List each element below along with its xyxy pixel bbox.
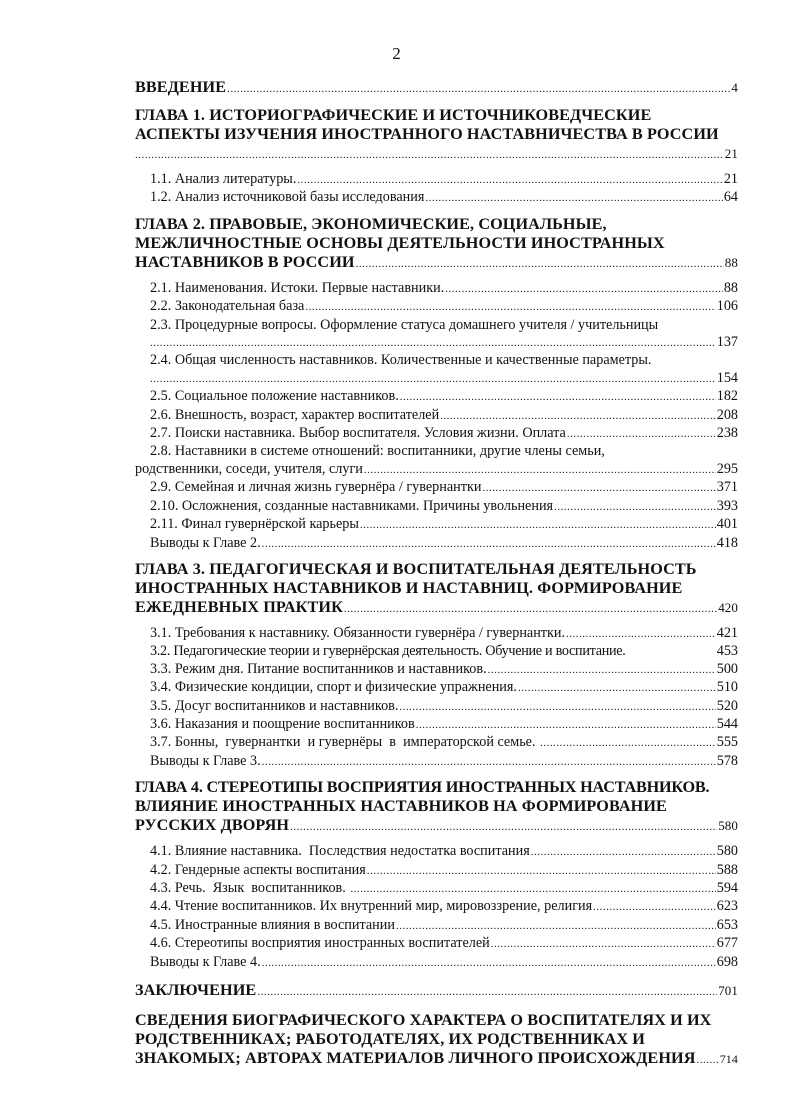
section-title: 2.3. Процедурные вопросы. Оформление статуса домашнего учителя / учительницы xyxy=(150,316,659,333)
dot-leader xyxy=(697,1051,719,1070)
toc-section-4-2[interactable] xyxy=(135,862,738,880)
dot-leader xyxy=(290,818,717,837)
toc-section-2-3[interactable] xyxy=(135,317,738,353)
dot-leader xyxy=(297,172,722,189)
dot-leader xyxy=(416,717,716,734)
toc-section-3-4[interactable] xyxy=(135,679,738,697)
page-ref: 238 xyxy=(716,425,738,442)
section-title: Выводы к Главе 4. xyxy=(150,953,261,970)
toc-conclusions-3[interactable] xyxy=(135,753,738,771)
toc-section-4-1[interactable] xyxy=(135,843,738,861)
dot-leader xyxy=(364,462,716,479)
dot-leader xyxy=(356,255,724,274)
dot-leader xyxy=(227,80,730,99)
page-ref: 544 xyxy=(716,715,738,732)
section-title: 2.5. Социальное положение наставников. xyxy=(150,388,399,405)
toc-section-2-8[interactable] xyxy=(135,443,738,479)
page-ref: 421 xyxy=(716,624,738,641)
page-ref: 21 xyxy=(724,146,738,161)
section-title: 3.2. Педагогические теории и гувернёрская деятельность. Обучение и воспитание. xyxy=(150,643,626,660)
page-ref: 88 xyxy=(723,279,738,296)
dot-leader xyxy=(367,863,716,880)
page-ref: 714 xyxy=(719,1052,738,1066)
section-title: 1.2. Анализ источниковой базы исследования xyxy=(150,189,425,206)
section-title: 4.4. Чтение воспитанников. Их внутренний мир, мировоззрение, религия xyxy=(150,898,593,915)
section-title: 2.6. Внешность, возраст, характер воспитателей xyxy=(150,406,440,423)
dot-leader xyxy=(566,626,716,643)
dot-leader xyxy=(400,389,716,406)
section-title: 1.1. Анализ литературы. xyxy=(150,171,297,187)
toc-section-2-9[interactable] xyxy=(135,479,738,497)
page-ref: 64 xyxy=(723,189,738,206)
section-title: Выводы к Главе 3. xyxy=(150,752,261,769)
chapter-title-line: ГЛАВА 2. ПРАВОВЫЕ, ЭКОНОМИЧЕСКИЕ, СОЦИАЛЬНЫЕ, xyxy=(135,214,607,233)
page-ref: 653 xyxy=(716,916,738,933)
toc-chapter-4[interactable] xyxy=(135,778,738,837)
dot-leader xyxy=(554,499,716,516)
section-title: 2.10. Осложнения, созданные наставниками. Причины увольнения xyxy=(150,497,554,514)
page-ref: 578 xyxy=(716,752,738,769)
dot-leader xyxy=(567,426,716,443)
toc-section-3-6[interactable] xyxy=(135,716,738,734)
toc-conclusion[interactable] xyxy=(135,981,738,1002)
page-ref: 580 xyxy=(718,818,738,834)
toc-chapter-3[interactable] xyxy=(135,560,738,619)
chapter-title-line: ИНОСТРАННЫХ НАСТАВНИКОВ И НАСТАВНИЦ. ФОРМИРОВАНИЕ xyxy=(135,578,683,597)
section-title: 3.4. Физические кондиции, спорт и физические упражнения. xyxy=(150,679,517,696)
chapter-title-line: ЗНАКОМЫХ; АВТОРАХ МАТЕРИАЛОВ ЛИЧНОГО ПРОИСХОЖДЕНИЯ xyxy=(135,1049,696,1067)
toc-section-1-1[interactable] xyxy=(135,171,738,189)
chapter-title-line: ГЛАВА 4. СТЕРЕОТИПЫ ВОСПРИЯТИЯ ИНОСТРАННЫХ НАСТАВНИКОВ. xyxy=(135,778,710,797)
toc-chapter-2[interactable] xyxy=(135,215,738,274)
toc-section-3-2[interactable] xyxy=(135,643,738,660)
page-ref: 698 xyxy=(716,953,738,970)
toc-section-3-5[interactable] xyxy=(135,698,738,716)
dot-leader xyxy=(593,899,716,916)
chapter-title-line: РУССКИХ ДВОРЯН xyxy=(135,816,290,835)
dot-leader xyxy=(344,600,717,619)
dot-leader xyxy=(396,918,716,935)
toc-section-4-6[interactable] xyxy=(135,935,738,953)
dot-leader xyxy=(491,936,716,953)
page-ref: 623 xyxy=(716,898,738,915)
chapter-title-line: МЕЖЛИЧНОСТНЫЕ ОСНОВЫ ДЕЯТЕЛЬНОСТИ ИНОСТРАННЫХ xyxy=(135,233,665,252)
toc-section-2-4[interactable] xyxy=(135,352,738,388)
section-title: 2.8. Наставники в системе отношений: воспитанники, другие члены семьи, xyxy=(150,443,605,460)
page-ref: 154 xyxy=(716,369,738,386)
page-ref: 500 xyxy=(716,660,738,677)
page-ref: 555 xyxy=(716,734,738,751)
toc-section-3-1[interactable] xyxy=(135,625,738,643)
dot-leader xyxy=(257,983,717,1002)
section-title: 2.9. Семейная и личная жизнь гувернёра / гувернантки xyxy=(150,479,482,496)
section-title: 3.7. Бонны, гувернантки и гувернёры в императорской семье. xyxy=(150,734,540,751)
toc-section-2-1[interactable] xyxy=(135,280,738,298)
toc-section-2-10[interactable] xyxy=(135,498,738,516)
toc-intro[interactable] xyxy=(135,78,738,99)
dot-leader xyxy=(135,146,724,165)
section-title: 2.4. Общая численность наставников. Количественные и качественные параметры. xyxy=(150,352,652,369)
section-title: 2.2. Законодательная база xyxy=(150,298,305,315)
page-ref: 580 xyxy=(716,843,738,860)
chapter-title-line: СВЕДЕНИЯ БИОГРАФИЧЕСКОГО ХАРАКТЕРА О ВОСПИТАТЕЛЯХ И ИХ xyxy=(135,1011,712,1029)
dot-leader xyxy=(350,881,715,898)
toc-conclusions-2[interactable] xyxy=(135,535,738,553)
section-title: 3.3. Режим дня. Питание воспитанников и наставников. xyxy=(150,660,487,677)
toc-chapter-1[interactable] xyxy=(135,106,738,165)
page-ref: 401 xyxy=(716,516,738,533)
chapter-title-line: РОДСТВЕННИКАХ; РАБОТОДАТЕЛЯХ, ИХ РОДСТВЕННИКАХ И xyxy=(135,1030,645,1048)
section-title: 4.1. Влияние наставника. Последствия недостатка воспитания xyxy=(150,843,530,860)
chapter-title-line: ГЛАВА 1. ИСТОРИОГРАФИЧЕСКИЕ И ИСТОЧНИКОВЕДЧЕСКИЕ xyxy=(135,106,652,124)
section-title: 2.1. Наименования. Истоки. Первые наставники. xyxy=(150,279,445,296)
section-title: 4.5. Иностранные влияния в воспитании xyxy=(150,916,395,933)
toc-section-3-7[interactable] xyxy=(135,734,738,752)
toc-title: ЗАКЛЮЧЕНИЕ xyxy=(135,981,257,999)
page-ref: 520 xyxy=(716,697,738,714)
toc-section-4-5[interactable] xyxy=(135,917,738,935)
page-ref: 453 xyxy=(716,643,738,660)
page-ref: 420 xyxy=(718,599,738,615)
section-title: 3.6. Наказания и поощрение воспитанников xyxy=(150,715,415,732)
section-title: 3.1. Требования к наставнику. Обязанности гувернёра / гувернантки. xyxy=(150,624,566,641)
page-ref: 4 xyxy=(731,80,738,95)
page-ref: 418 xyxy=(716,534,738,551)
chapter-title-line: НАСТАВНИКОВ В РОССИИ xyxy=(135,252,355,271)
section-title: 4.6. Стереотипы восприятия иностранных воспитателей xyxy=(150,935,490,952)
chapter-title-line: ЕЖЕДНЕВНЫХ ПРАКТИК xyxy=(135,597,343,616)
section-title: 4.2. Гендерные аспекты воспитания xyxy=(150,861,366,878)
section-title: 2.11. Финал гувернёрской карьеры xyxy=(150,516,359,533)
toc-conclusions-4[interactable] xyxy=(135,954,738,972)
page-ref: 594 xyxy=(716,879,738,896)
toc-section-3-3[interactable] xyxy=(135,661,738,679)
page-number: 2 xyxy=(392,44,401,63)
page-ref: 677 xyxy=(716,935,738,952)
chapter-title-line: ВЛИЯНИЕ ИНОСТРАННЫХ НАСТАВНИКОВ НА ФОРМИРОВАНИЕ xyxy=(135,797,667,816)
dot-leader xyxy=(518,680,716,697)
page-ref: 371 xyxy=(716,479,738,496)
dot-leader xyxy=(150,371,716,388)
dot-leader xyxy=(540,735,716,752)
dot-leader xyxy=(531,844,716,861)
toc-section-1-2[interactable] xyxy=(135,189,738,207)
section-title: 2.7. Поиски наставника. Выбор воспитателя. Условия жизни. Оплата xyxy=(150,425,566,442)
page-ref: 182 xyxy=(716,388,738,405)
dot-leader xyxy=(482,480,715,497)
chapter-title-line: АСПЕКТЫ ИЗУЧЕНИЯ ИНОСТРАННОГО НАСТАВНИЧЕСТВА В РОССИИ xyxy=(135,125,719,143)
dot-leader xyxy=(488,662,716,679)
toc-title: ВВЕДЕНИЕ xyxy=(135,78,227,96)
dot-leader xyxy=(445,281,723,298)
page-ref: 393 xyxy=(716,497,738,514)
dot-leader xyxy=(399,699,715,716)
section-title: 4.3. Речь. Язык воспитанников. xyxy=(150,879,350,896)
dot-leader xyxy=(150,335,716,352)
toc-section-2-2[interactable] xyxy=(135,298,738,316)
toc-section-4-3[interactable] xyxy=(135,880,738,898)
dot-leader xyxy=(440,408,716,425)
page-ref: 137 xyxy=(716,334,738,351)
dot-leader xyxy=(262,536,716,553)
page-ref: 588 xyxy=(716,861,738,878)
page-ref: 88 xyxy=(724,254,738,270)
chapter-title-line: ГЛАВА 3. ПЕДАГОГИЧЕСКАЯ И ВОСПИТАТЕЛЬНАЯ ДЕЯТЕЛЬНОСТЬ xyxy=(135,559,697,578)
table-of-contents xyxy=(135,78,738,1070)
toc-appendix[interactable] xyxy=(135,1011,738,1070)
page-ref: 510 xyxy=(716,679,738,696)
section-title: родственники, соседи, учителя, слуги xyxy=(135,460,363,477)
page-ref: 208 xyxy=(716,406,738,423)
dot-leader xyxy=(360,517,716,534)
page-ref: 21 xyxy=(723,171,738,187)
toc-section-4-4[interactable] xyxy=(135,898,738,916)
toc-section-2-11[interactable] xyxy=(135,516,738,534)
toc-section-2-6[interactable] xyxy=(135,407,738,425)
section-title: Выводы к Главе 2. xyxy=(150,534,261,551)
section-title: 3.5. Досуг воспитанников и наставников. xyxy=(150,697,399,714)
toc-section-2-5[interactable] xyxy=(135,388,738,406)
page-ref: 295 xyxy=(716,460,738,477)
toc-section-2-7[interactable] xyxy=(135,425,738,443)
dot-leader xyxy=(305,299,715,316)
page-ref: 701 xyxy=(718,983,738,998)
dot-leader xyxy=(425,190,722,207)
dot-leader xyxy=(262,955,716,972)
dot-leader xyxy=(262,754,716,771)
page-ref: 106 xyxy=(716,298,738,315)
